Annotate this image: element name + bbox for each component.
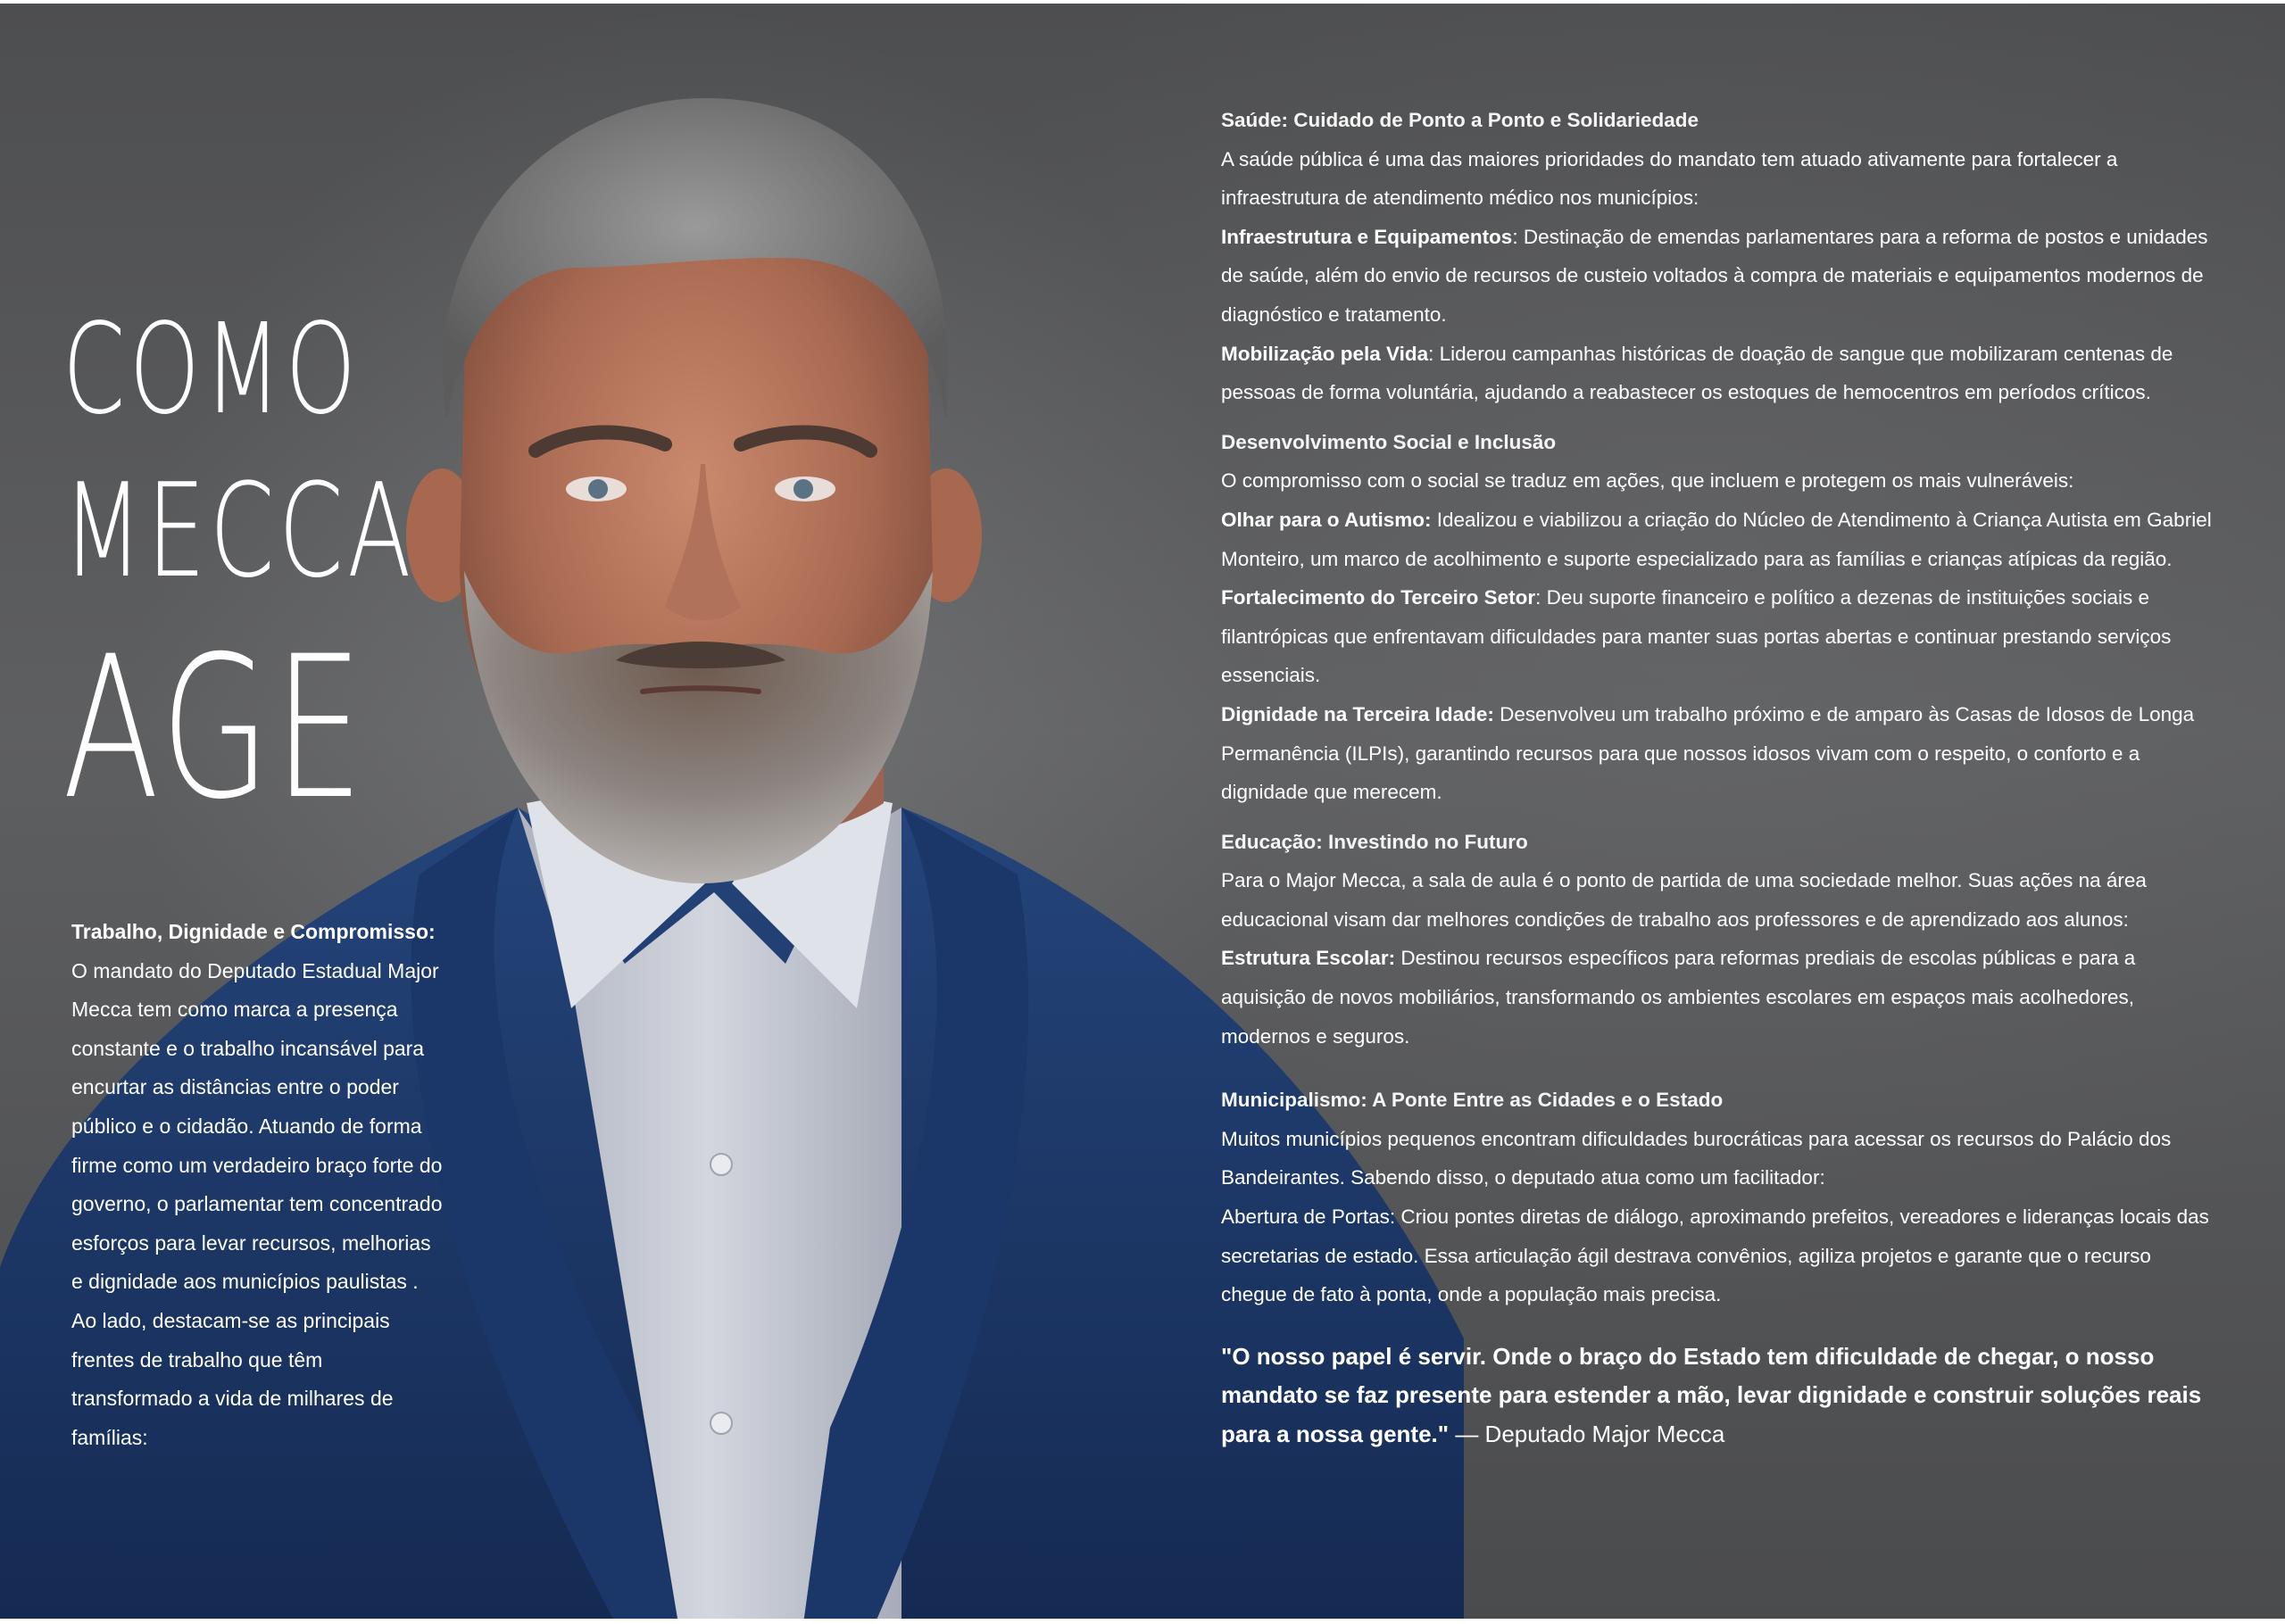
hero-title [62, 297, 552, 842]
item-label: Infraestrutura e Equipamentos [1221, 225, 1513, 248]
item-text: : Destinação de emendas parlamentares para a reforma de postos e unidades de saúde, além do envio de recursos de custeio voltados à compra de materiais e equipamentos modernos de diagnóstico e tratamento. [1221, 225, 2208, 326]
section-item [1221, 939, 2212, 1056]
quote-attribution: — Deputado Major Mecca [1449, 1421, 1725, 1447]
item-text: : Deu suporte financeiro e político a dezenas de instituições sociais e filantrópicas que enfrentavam dificuldades para manter suas portas abertas e continuar prestando serviços essenciais. [1221, 586, 2172, 687]
intro-column [71, 913, 446, 1457]
section-item [1221, 335, 2212, 412]
section-title: Desenvolvimento Social e Inclusão [1221, 430, 1557, 453]
item-label: Mobilização pela Vida [1221, 342, 1429, 365]
bottom-border [0, 1619, 2285, 1624]
item-label: Dignidade na Terceira Idade: [1221, 702, 1494, 725]
closing-quote [1221, 1338, 2212, 1454]
hero-title-line-3: AGE [62, 614, 368, 842]
section-item [1221, 578, 2212, 695]
item-text: Destinou recursos específicos para reformas prediais de escolas públicas e para a aquisição de novos mobiliários, transformando os ambientes escolares em espaços mais acolhedores, modernos e seguros. [1221, 947, 2136, 1048]
item-text: Desenvolveu um trabalho próximo e de amparo às Casas de Idosos de Longa Permanência (ILPIs), garantindo recursos para que nossos idosos vivam com o respeito, o conforto e a dignidade que merecem. [1221, 702, 2195, 804]
section-educacao [1221, 823, 2212, 1056]
section-desenvolvimento-social [1221, 423, 2212, 812]
item-text: Idealizou e viabilizou a criação do Núcleo de Atendimento à Criança Autista em Gabriel Monteiro, um marco de acolhimento e suporte especializado para as famílias e crianças atípicas da região. [1221, 508, 2212, 570]
section-intro: O compromisso com o social se traduz em ações, que incluem e protegem os mais vulneráveis: [1221, 469, 2074, 493]
item-text: : Liderou campanhas históricas de doação de sangue que mobilizaram centenas de pessoas de forma voluntária, ajudando a reabastecer os estoques de hemocentros em períodos críticos. [1221, 342, 2173, 404]
section-item: Abertura de Portas: Criou pontes diretas de diálogo, aproximando prefeitos, vereadores e lideranças locais das secretarias de estado. Essa articulação ágil destrava convênios, agiliza projetos e garante que o recurso chegue de fato à ponta, onde a população mais precisa. [1221, 1206, 2209, 1306]
quote-text: "O nosso papel é servir. Onde o braço do Estado tem dificuldade de chegar, o nosso mandato se faz presente para estender a mão, levar dignidade e construir soluções reais para a nossa gente." [1221, 1342, 2202, 1447]
section-intro: A saúde pública é uma das maiores prioridades do mandato tem atuado ativamente para fortalecer a infraestrutura de atendimento médico nos municípios: [1221, 147, 2118, 210]
section-item [1221, 501, 2212, 578]
section-item [1221, 695, 2212, 812]
section-title: Educação: Investindo no Futuro [1221, 830, 1528, 853]
section-title: Saúde: Cuidado de Ponto a Ponto e Solidariedade [1221, 109, 1699, 131]
section-title: Municipalismo: A Ponte Entre as Cidades e o Estado [1221, 1089, 1724, 1112]
section-intro: Para o Major Mecca, a sala de aula é o ponto de partida de uma sociedade melhor. Suas ações na área educacional visam dar melhores condições de trabalho aos professores e de aprendizado aos alunos: [1221, 869, 2147, 931]
item-label: Fortalecimento do Terceiro Setor [1221, 586, 1536, 609]
intro-heading: Trabalho, Dignidade e Compromisso: [71, 920, 436, 943]
section-item [1221, 218, 2212, 335]
intro-text: O mandato do Deputado Estadual Major Mecca tem como marca a presença constante e o trabalho incansável para encurtar as distâncias entre o poder público e o cidadão. Atuando de forma firme como um verdadeiro braço forte do governo, o parlamentar tem concentrado esforços para levar recursos, melhorias e dignidade aos municípios paulistas . Ao lado, destacam-se as principais frentes de trabalho que têm transformado a vida de milhares de famílias: [71, 958, 443, 1449]
section-municipalismo [1221, 1081, 2212, 1314]
hero-title-line-1: COMO [62, 297, 361, 443]
item-label: Estrutura Escolar: [1221, 947, 1396, 970]
item-label: Olhar para o Autismo: [1221, 508, 1432, 531]
section-intro: Muitos municípios pequenos encontram dificuldades burocráticas para acessar os recursos do Palácio dos Bandeirantes. Sabendo disso, o deputado atua como um facilitador: [1221, 1127, 2172, 1189]
section-saude [1221, 101, 2212, 412]
actions-column [1221, 101, 2212, 1454]
hero-title-line-2: MECCA [62, 456, 415, 607]
